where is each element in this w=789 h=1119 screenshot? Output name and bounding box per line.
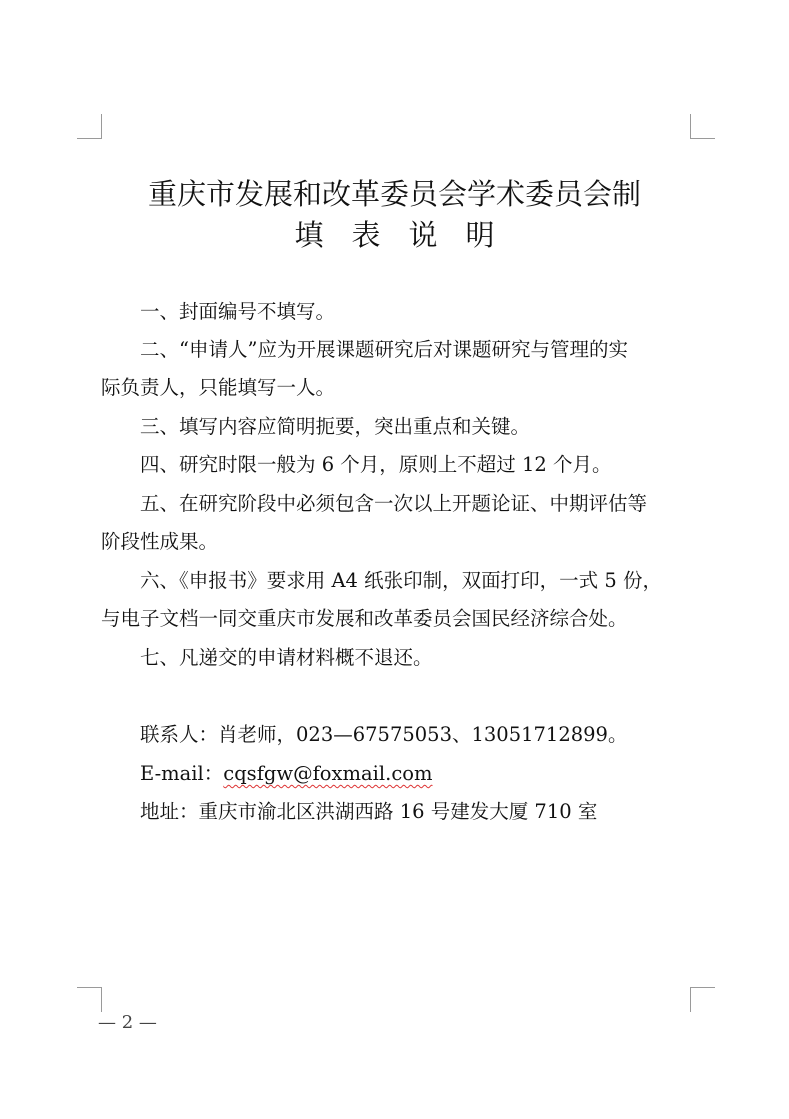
document-subtitle: 填表说明 bbox=[294, 218, 523, 252]
instruction-item-6: 六、《申报书》要求用 A4 纸张印制，双面打印，一式 5 份， bbox=[140, 569, 662, 592]
instruction-item-4: 四、研究时限一般为 6 个月，原则上不超过 12 个月。 bbox=[140, 453, 612, 476]
document-title: 重庆市发展和改革委员会学术委员会制 bbox=[147, 177, 641, 211]
contact-email-line bbox=[140, 755, 730, 793]
instruction-item-5-cont: 阶段性成果。 bbox=[101, 530, 219, 553]
instruction-item-6-cont: 与电子文档一同交重庆市发展和改革委员会国民经济综合处。 bbox=[101, 607, 628, 630]
instruction-item-5: 五、在研究阶段中必须包含一次以上开题论证、中期评估等 bbox=[140, 492, 648, 515]
instruction-item-2: 二、“申请人”应为开展课题研究后对课题研究与管理的实 bbox=[140, 338, 628, 361]
instruction-item-1: 一、封面编号不填写。 bbox=[140, 300, 336, 323]
instruction-item-2-cont: 际负责人，只能填写一人。 bbox=[101, 376, 336, 399]
instruction-item-7: 七、凡递交的申请材料概不退还。 bbox=[140, 646, 433, 669]
page-number: — 2 — bbox=[98, 1012, 157, 1033]
instruction-item-3: 三、填写内容应简明扼要，突出重点和关键。 bbox=[140, 415, 531, 438]
crop-mark-top-left bbox=[77, 114, 102, 139]
crop-mark-bottom-right bbox=[690, 987, 715, 1012]
crop-mark-top-right bbox=[690, 114, 715, 139]
crop-mark-bottom-left bbox=[77, 987, 102, 1012]
email-address: cqsfgw@foxmail.com bbox=[223, 762, 433, 785]
contact-address: 地址：重庆市渝北区洪湖西路 16 号建发大厦 710 室 bbox=[140, 800, 598, 823]
email-label: E-mail： bbox=[140, 762, 224, 785]
contact-person: 联系人：肖老师，023—67575053、13051712899。 bbox=[140, 723, 628, 746]
